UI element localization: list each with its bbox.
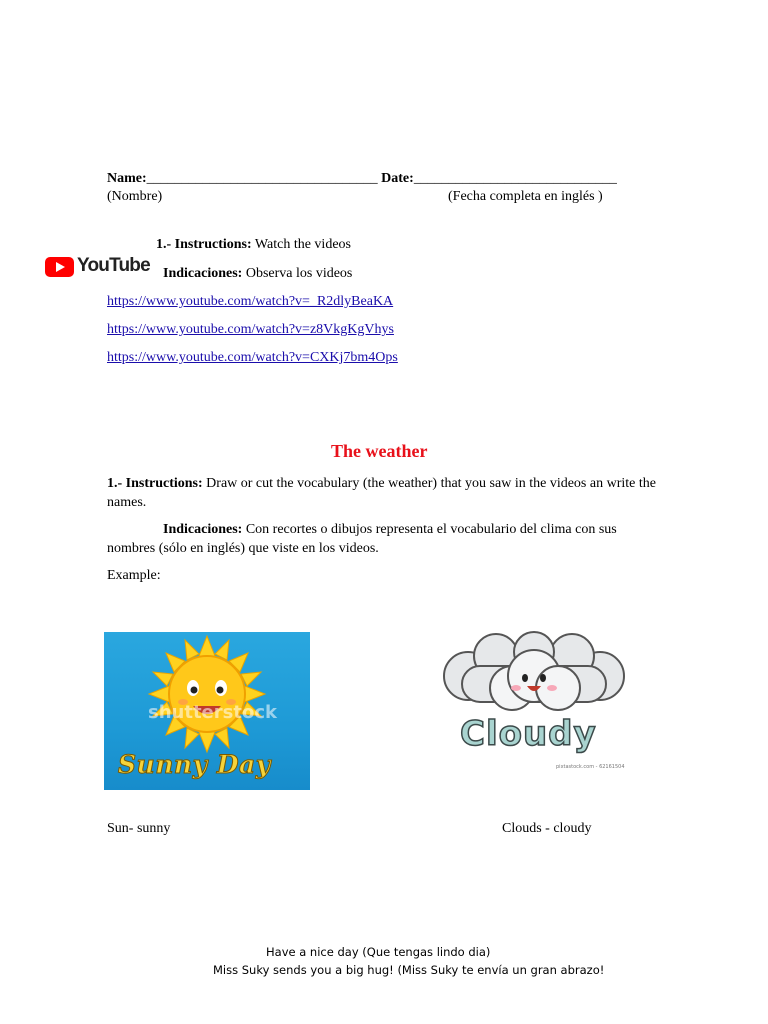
sunny-day-text: Sunny Day (118, 750, 271, 779)
name-hint: (Nombre) (107, 189, 163, 204)
section1-instructions (156, 237, 351, 253)
date-line: _____________________________ (413, 171, 617, 186)
indicaciones-text: Observa los videos (242, 266, 353, 281)
weather-indicaciones-label: Indicaciones: (163, 522, 243, 537)
weather-instructions (107, 474, 667, 512)
date-hint: (Fecha completa en inglés ) (448, 189, 603, 204)
cloudy-stock-text: pixtastock.com - 62161504 (556, 764, 625, 770)
youtube-logo-text: YouTube (77, 255, 150, 276)
name-label: Name: (107, 171, 147, 186)
weather-indicaciones (107, 520, 667, 558)
example-label: Example: (107, 568, 161, 583)
video-link-1[interactable]: https://www.youtube.com/watch?v=_R2dlyBeaKA (107, 294, 394, 309)
instructions-text: Watch the videos (251, 237, 351, 252)
weather-instructions-label: 1.- Instructions: (107, 476, 203, 491)
sunny-day-image (104, 632, 310, 790)
youtube-logo (44, 254, 150, 280)
date-label: Date: (381, 171, 414, 186)
cloudy-caption: Clouds - cloudy (502, 821, 592, 836)
instructions-label: 1.- Instructions: (156, 237, 252, 252)
footer-line-2: Miss Suky sends you a big hug! (Miss Suky te envía un gran abrazo! (213, 963, 605, 977)
name-date-row (107, 171, 617, 187)
name-line: _________________________________ (146, 171, 378, 186)
cloudy-image (432, 628, 636, 774)
video-link-2[interactable]: https://www.youtube.com/watch?v=z8VkgKgVhys (107, 322, 394, 337)
sunny-caption: Sun- sunny (107, 821, 171, 836)
cloudy-text: Cloudy (460, 714, 597, 754)
video-link-3[interactable]: https://www.youtube.com/watch?v=CXKj7bm4Ops (107, 350, 398, 365)
sunny-watermark: shutterstock (148, 702, 277, 723)
weather-indicaciones-text: Con recortes o dibujos representa el vocabulario del clima con sus nombres (sólo en inglés) que viste en los videos. (107, 522, 617, 556)
weather-title: The weather (331, 441, 428, 461)
footer-line-1: Have a nice day (Que tengas lindo dia) (266, 945, 491, 959)
weather-instructions-text: Draw or cut the vocabulary (the weather) that you saw in the videos an write the names. (107, 476, 656, 510)
section1-indicaciones (163, 266, 352, 282)
indicaciones-label: Indicaciones: (163, 266, 243, 281)
